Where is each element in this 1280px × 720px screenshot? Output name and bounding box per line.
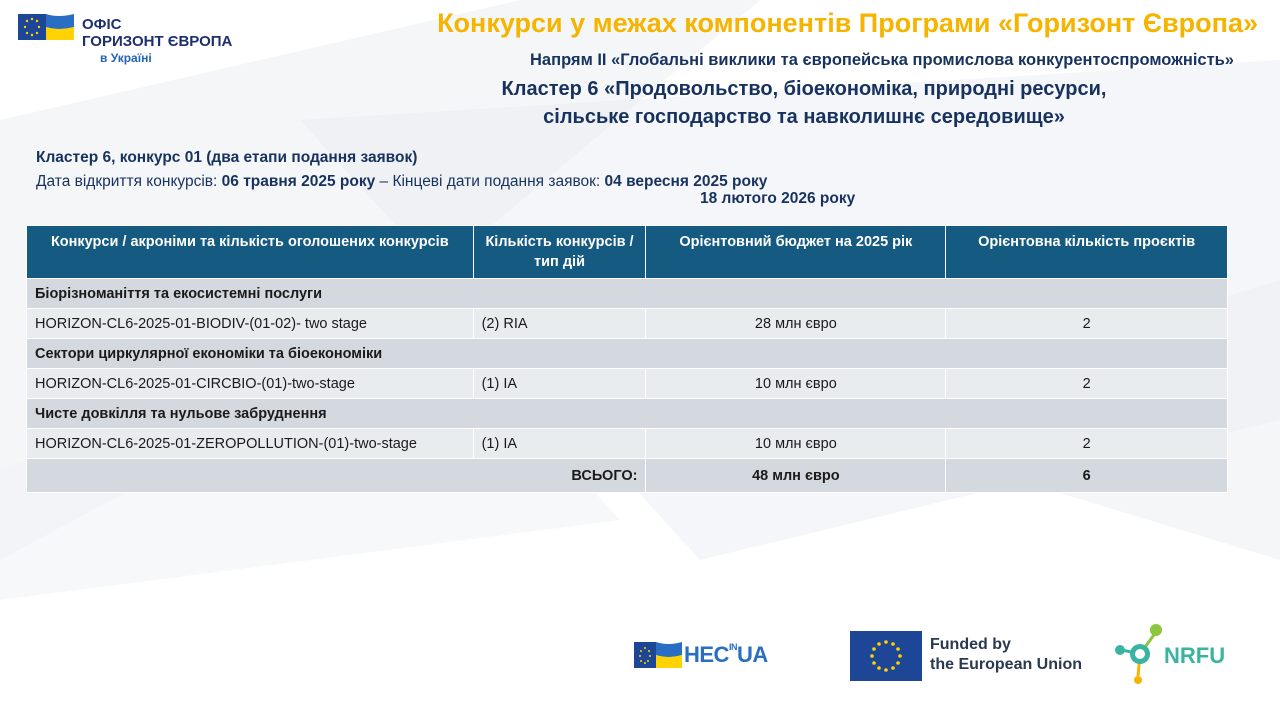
header-budget: Орієнтовний бюджет на 2025 рік (646, 226, 946, 279)
call-count-type: (1) IA (473, 429, 646, 459)
total-label: ВСЬОГО: (27, 459, 646, 493)
header-projects: Орієнтовна кількість проєктів (946, 226, 1228, 279)
call-count-type: (1) IA (473, 369, 646, 399)
eu-line-2: the European Union (930, 656, 1082, 673)
call-dates (36, 170, 767, 194)
call-heading: Кластер 6, конкурс 01 (два етапи подання заявок) (36, 149, 418, 166)
eu-ukraine-flag-icon (634, 642, 682, 668)
hec-text (684, 642, 768, 668)
nrfu-text: NRFU (1164, 643, 1226, 668)
table-group-row (27, 399, 1228, 429)
cluster-title-line-1: Кластер 6 «Продовольство, біоекономіка, природні ресурси, (501, 78, 1107, 100)
deadline-2: 18 лютого 2026 року (700, 190, 856, 207)
page-title: Конкурси у межах компонентів Програми «Горизонт Європа» (437, 8, 1258, 38)
deadline-1: 04 вересня 2025 року (604, 173, 768, 190)
hec-in-ua-logo (634, 640, 794, 672)
call-projects: 2 (946, 369, 1228, 399)
table-row (27, 429, 1228, 459)
eu-funded-logo (850, 631, 1090, 681)
header-count-type: Кількість конкурсів / тип дій (473, 226, 646, 279)
call-count-type: (2) RIA (473, 309, 646, 339)
eu-line-1: Funded by (930, 636, 1011, 653)
call-projects: 2 (946, 429, 1228, 459)
table-row (27, 369, 1228, 399)
table-total-row (27, 459, 1228, 493)
logo-line-3: в Україні (100, 51, 152, 65)
logo-line-1: ОФІС (82, 16, 122, 33)
call-budget: 10 млн євро (646, 369, 946, 399)
logo-line-2: ГОРИЗОНТ ЄВРОПА (82, 33, 233, 50)
total-projects: 6 (946, 459, 1228, 493)
eu-ukraine-flag-icon (18, 14, 74, 40)
molecule-icon (1112, 620, 1172, 690)
nrfu-logo (1112, 620, 1242, 690)
group-name: Чисте довкілля та нульове забруднення (27, 399, 1228, 429)
table-header-row (27, 226, 1228, 279)
call-acronym: HORIZON-CL6-2025-01-ZEROPOLLUTION-(01)-two-stage (27, 429, 474, 459)
call-acronym: HORIZON-CL6-2025-01-CIRCBIO-(01)-two-stage (27, 369, 474, 399)
group-name: Сектори циркулярної економіки та біоекономіки (27, 339, 1228, 369)
eu-flag-icon (850, 631, 922, 681)
table-row (27, 309, 1228, 339)
open-label: Дата відкриття конкурсів: (36, 173, 222, 190)
call-budget: 10 млн євро (646, 429, 946, 459)
call-projects: 2 (946, 309, 1228, 339)
office-logo (18, 14, 258, 70)
deadline-label: – Кінцеві дати подання заявок: (375, 173, 605, 190)
table-group-row (27, 279, 1228, 309)
page-subtitle: Напрям ІІ «Глобальні виклики та європейська промислова конкурентоспроможність» (530, 51, 1234, 69)
table-group-row (27, 339, 1228, 369)
cluster-title-line-2: сільське господарство та навколишнє середовище» (543, 106, 1065, 128)
call-acronym: HORIZON-CL6-2025-01-BIODIV-(01-02)- two stage (27, 309, 474, 339)
header-calls: Конкурси / акроніми та кількість оголошених конкурсів (27, 226, 474, 279)
hec-ua-label: UA (736, 642, 768, 667)
group-name: Біорізноманіття та екосистемні послуги (27, 279, 1228, 309)
hec-in-label: IN (728, 642, 737, 652)
total-budget: 48 млн євро (646, 459, 946, 493)
open-date: 06 травня 2025 року (221, 173, 376, 190)
call-budget: 28 млн євро (646, 309, 946, 339)
calls-table (26, 225, 1228, 493)
call-intro (36, 146, 767, 194)
hec-label: HEC (684, 642, 729, 667)
